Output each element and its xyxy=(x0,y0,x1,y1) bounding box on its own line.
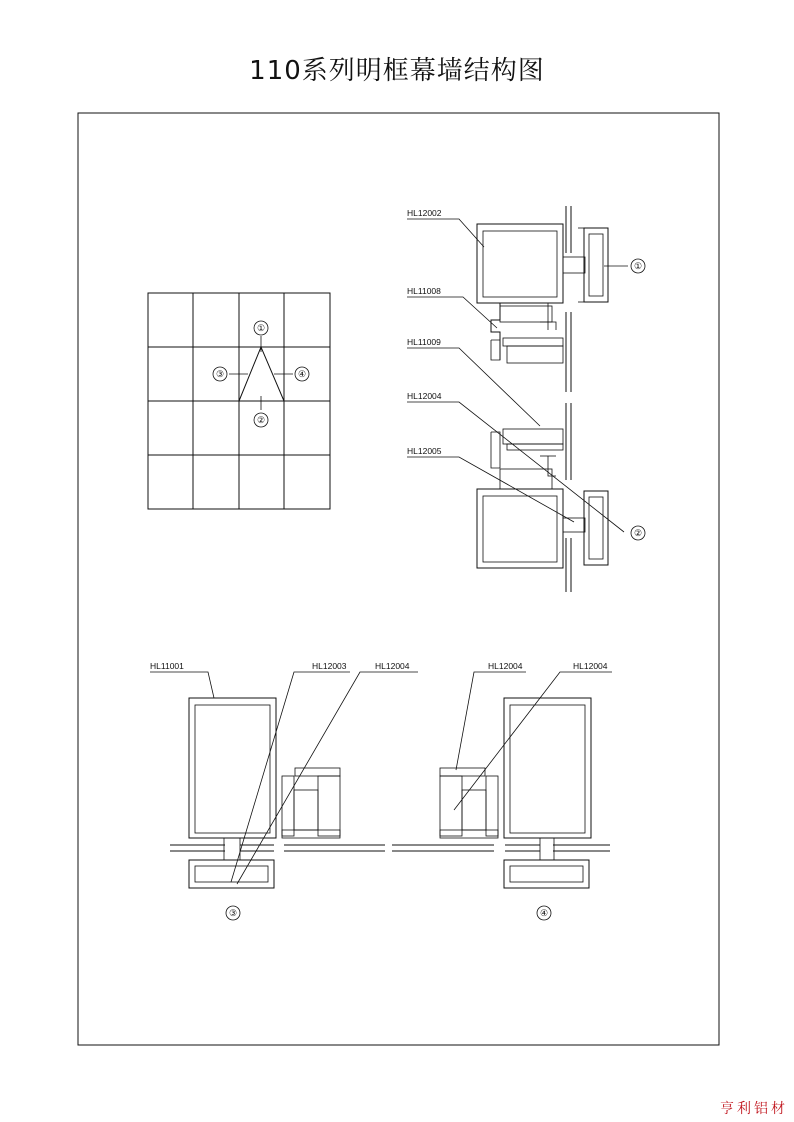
label-hl11008: HL11008 xyxy=(407,286,441,296)
sash-hl11008 xyxy=(491,303,563,363)
label-hl12003: HL12003 xyxy=(312,661,347,671)
svg-text:③: ③ xyxy=(215,369,225,379)
mullion-hl11001 xyxy=(189,698,276,838)
elevation-grid xyxy=(148,293,330,509)
svg-text:②: ② xyxy=(256,415,266,425)
vertical-section xyxy=(407,206,645,592)
grid-callout-4 xyxy=(295,367,309,381)
label-hl12004-right-2: HL12004 xyxy=(573,661,608,671)
label-hl11001: HL11001 xyxy=(150,661,184,671)
grid-callout-1 xyxy=(254,321,268,335)
transom-bottom xyxy=(477,489,563,568)
sash-hl11009 xyxy=(491,429,563,489)
drawing-frame xyxy=(78,113,719,1045)
label-hl12002: HL12002 xyxy=(407,208,442,218)
label-hl12005: HL12005 xyxy=(407,446,442,456)
section-callout-1 xyxy=(631,259,645,273)
horizontal-section-left xyxy=(150,661,418,920)
pressure-cap-left xyxy=(189,860,274,888)
brand-watermark: 亨利铝材 xyxy=(720,1101,788,1117)
drawing-title: 110系列明框幕墙结构图 xyxy=(249,56,545,86)
section-callout-3 xyxy=(226,906,240,920)
svg-text:①: ① xyxy=(256,323,266,333)
label-hl12004-right-1: HL12004 xyxy=(488,661,523,671)
grid-callout-2 xyxy=(254,413,268,427)
label-hl12004: HL12004 xyxy=(407,391,442,401)
horizontal-section-right xyxy=(392,661,612,920)
pressure-cap-right xyxy=(504,860,589,888)
svg-text:①: ① xyxy=(633,261,643,271)
svg-text:④: ④ xyxy=(297,369,307,379)
svg-text:②: ② xyxy=(633,528,643,538)
section-callout-2 xyxy=(631,526,645,540)
svg-text:③: ③ xyxy=(228,908,238,918)
pressure-cap-bottom xyxy=(584,491,608,565)
grid-callout-3 xyxy=(213,367,227,381)
section-callout-4 xyxy=(537,906,551,920)
mullion-right xyxy=(504,698,591,838)
transom-hl12002 xyxy=(477,224,563,303)
svg-text:④: ④ xyxy=(539,908,549,918)
pressure-cap-top xyxy=(584,228,608,302)
label-hl11009: HL11009 xyxy=(407,337,441,347)
label-hl12004-left: HL12004 xyxy=(375,661,410,671)
